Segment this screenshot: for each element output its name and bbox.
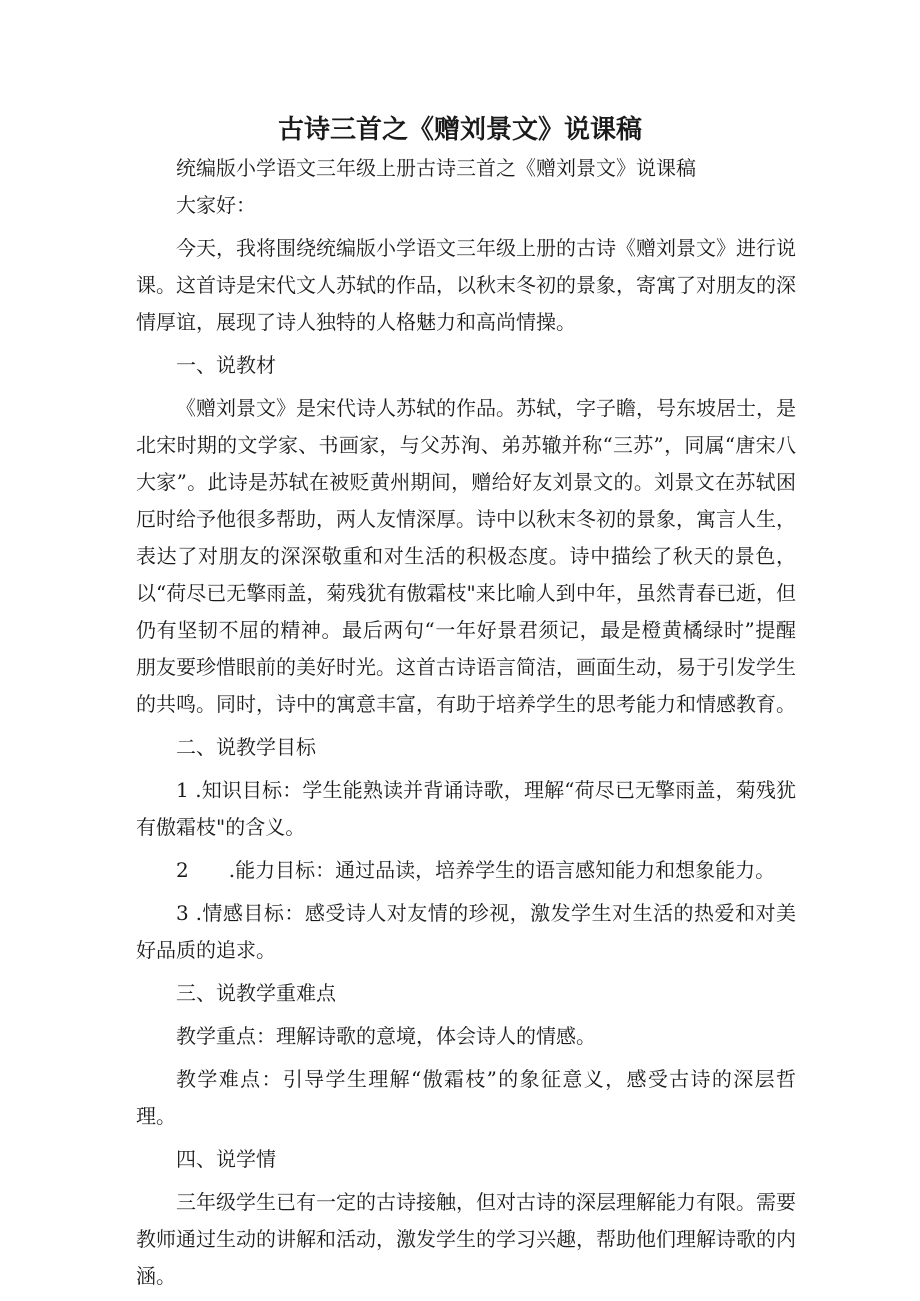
section-heading-teaching-goals: 二、说教学目标 [176,735,316,759]
teaching-material-paragraph: 《赠刘景文》是宋代诗人苏轼的作品。苏轼，字子瞻，号东坡居士，是北宋时期的文学家、书画家，与父苏洵、弟苏辙并称“三苏”，同属“唐宋八大家”。此诗是苏轼在被贬黄州期间，赠给好友刘景文的。刘景文在苏轼困厄时给予他很多帮助，两人友情深厚。诗中以秋末冬初的景象，寓言人生，表达了对朋友的深深敬重和对生活的积极态度。诗中描绘了秋天的景色，以“荷尽已无擎雨盖，菊残犹有傲霜枝"来比喻人到中年，虽然青春已逝，但仍有坚韧不屈的精神。最后两句“一年好景君须记，最是橙黄橘绿时”提醒朋友要珍惜眼前的美好时光。这首古诗语言简洁，画面生动，易于引发学生的共鸣。同时，诗中的寓意丰富，有助于培养学生的思考能力和情感教育。 [136,396,796,716]
section-heading-student-analysis: 四、说学情 [176,1147,276,1171]
goal-emotion: 3 .情感目标：感受诗人对友情的珍视，激发学生对生活的热爱和对美好品质的追求。 [136,901,796,962]
goal-knowledge: 1 .知识目标：学生能熟读并背诵诗歌，理解“荷尽已无擎雨盖，菊残犹有傲霜枝"的含义。 [136,778,796,839]
section-heading-key-difficult-points: 三、说教学重难点 [176,981,336,1005]
key-point-paragraph: 教学重点：理解诗歌的意境，体会诗人的情感。 [176,1024,596,1048]
intro-paragraph: 今天，我将围绕统编版小学语文三年级上册的古诗《赠刘景文》进行说课。这首诗是宋代文人苏轼的作品，以秋末冬初的景象，寄寓了对朋友的深情厚谊，展现了诗人独特的人格魅力和高尚情操。 [136,236,796,334]
document-subtitle: 统编版小学语文三年级上册古诗三首之《赠刘景文》说课稿 [176,156,696,180]
student-analysis-paragraph: 三年级学生已有一定的古诗接触，但对古诗的深层理解能力有限。需要教师通过生动的讲解和活动，激发学生的学习兴趣，帮助他们理解诗歌的内涵。 [136,1190,796,1288]
document-title: 古诗三首之《赠刘景文》说课稿 [277,115,642,145]
goal-ability: 2 .能力目标：通过品读，培养学生的语言感知能力和想象能力。 [176,858,776,882]
greeting-paragraph: 大家好： [176,193,256,217]
section-heading-teaching-material: 一、说教材 [176,353,276,377]
document-body [136,150,796,1295]
difficult-point-paragraph: 教学难点：引导学生理解“傲霜枝”的象征意义，感受古诗的深层哲理。 [136,1067,796,1128]
